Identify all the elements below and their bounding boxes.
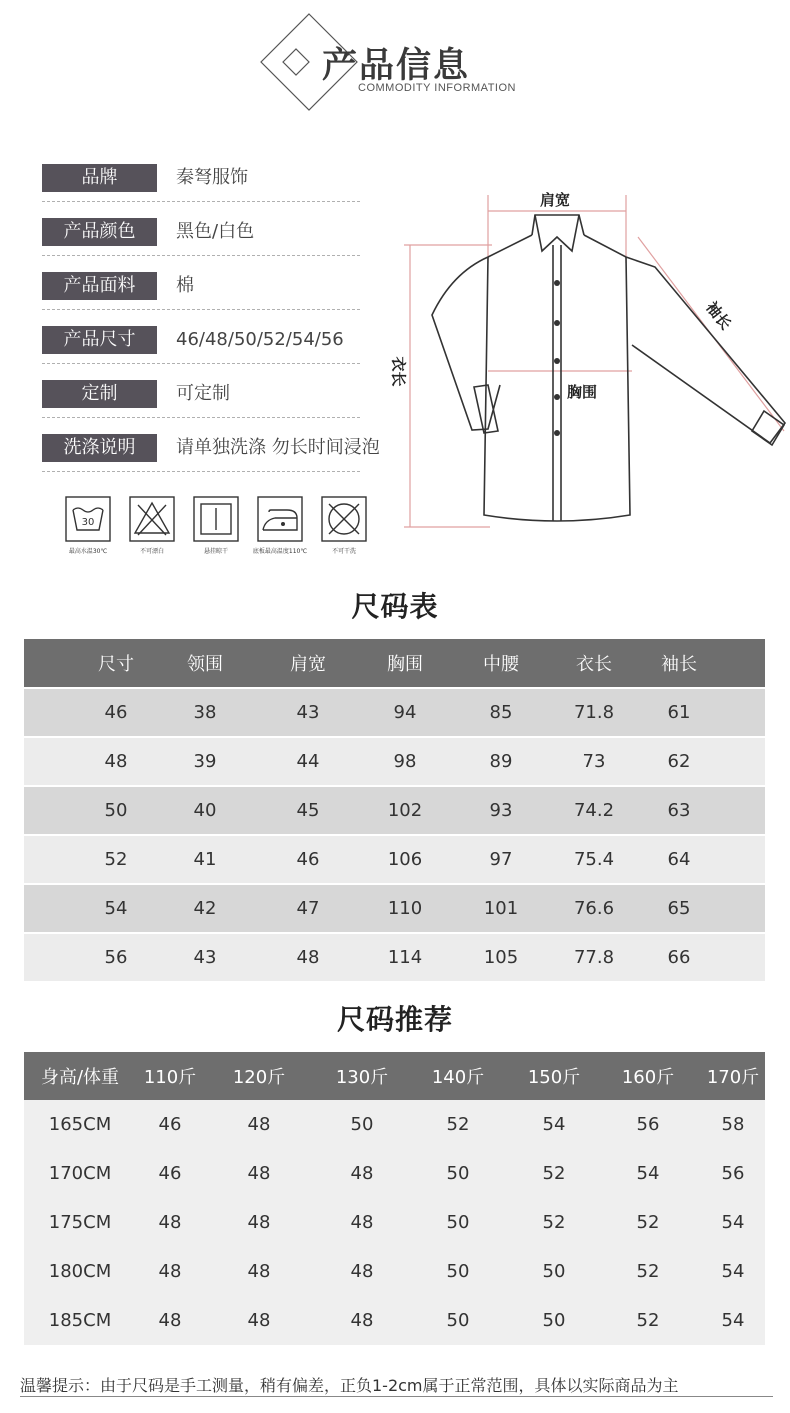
table-row	[24, 1247, 765, 1296]
table-row	[24, 834, 765, 883]
header-cell: 160斤	[621, 1067, 675, 1088]
info-label: 产品面料	[42, 272, 157, 300]
info-row-color	[42, 218, 360, 246]
care-item-dryclean	[314, 496, 374, 555]
header-cell: 肩宽	[290, 654, 326, 675]
table-cell: 110	[387, 898, 423, 919]
divider	[42, 471, 360, 472]
table-cell: 63	[667, 800, 691, 821]
table-row	[24, 1296, 765, 1345]
shirt-outline-icon	[380, 175, 790, 545]
header-cell: 中腰	[483, 654, 519, 675]
table-cell: 52	[542, 1163, 566, 1184]
care-caption: 不可干洗	[331, 548, 356, 555]
table-cell: 54	[721, 1212, 745, 1233]
table-row	[24, 883, 765, 932]
length-label: 衣长	[389, 356, 408, 387]
table-cell: 165CM	[48, 1114, 112, 1135]
divider	[42, 417, 360, 418]
table-cell: 38	[193, 702, 217, 723]
table-cell: 48	[350, 1261, 374, 1282]
table-row	[24, 1100, 765, 1149]
header-cell: 150斤	[527, 1067, 581, 1088]
table-row	[24, 687, 765, 736]
recommend-table	[24, 1052, 765, 1345]
table-cell: 54	[636, 1163, 660, 1184]
shirt-diagram	[380, 175, 790, 545]
header-cell: 140斤	[431, 1067, 485, 1088]
care-item-iron	[250, 496, 310, 555]
buttons	[554, 280, 560, 436]
care-item-dry	[186, 496, 246, 555]
care-caption: 悬挂晾干	[203, 548, 228, 555]
table-cell: 39	[193, 751, 217, 772]
table-row	[24, 736, 765, 785]
table-cell: 102	[387, 800, 423, 821]
info-row-brand	[42, 164, 360, 192]
table-cell: 77.8	[573, 947, 615, 968]
table-cell: 41	[193, 849, 217, 870]
header-cell: 身高/体重	[40, 1067, 120, 1088]
table-cell: 48	[247, 1114, 271, 1135]
divider	[42, 255, 360, 256]
table-row	[24, 932, 765, 981]
table-cell: 75.4	[573, 849, 615, 870]
sleeve-label: 袖长	[702, 298, 735, 334]
table-cell: 175CM	[48, 1212, 112, 1233]
table-cell: 54	[721, 1261, 745, 1282]
table-cell: 54	[104, 898, 128, 919]
table-cell: 52	[636, 1261, 660, 1282]
info-value: 可定制	[176, 383, 230, 404]
info-value: 秦弩服饰	[176, 167, 248, 188]
header-cell: 衣长	[576, 654, 612, 675]
table-cell: 54	[542, 1114, 566, 1135]
info-value: 请单独洗涤 勿长时间浸泡	[176, 437, 380, 458]
header-cell: 领围	[187, 654, 223, 675]
info-row-size	[42, 326, 360, 354]
table-cell: 48	[247, 1163, 271, 1184]
table-cell: 48	[247, 1261, 271, 1282]
table-cell: 52	[636, 1212, 660, 1233]
no-bleach-icon	[129, 496, 175, 542]
table-cell: 42	[193, 898, 217, 919]
table-cell: 50	[350, 1114, 374, 1135]
table-cell: 56	[636, 1114, 660, 1135]
table-cell: 101	[483, 898, 519, 919]
table-cell: 47	[296, 898, 320, 919]
table-cell: 58	[721, 1114, 745, 1135]
table-cell: 48	[296, 947, 320, 968]
table-cell: 48	[350, 1212, 374, 1233]
footer-note: 温馨提示：由于尺码是手工测量，稍有偏差，正负1-2cm属于正常范围，具体以实际商品为主	[20, 1376, 679, 1395]
info-label: 产品颜色	[42, 218, 157, 246]
info-row-wash	[42, 434, 380, 462]
shoulder-label: 肩宽	[540, 191, 571, 209]
care-item-bleach	[122, 496, 182, 555]
table-cell: 43	[193, 947, 217, 968]
hang-dry-icon	[193, 496, 239, 542]
header-cell: 170斤	[706, 1067, 760, 1088]
table-cell: 52	[104, 849, 128, 870]
table-cell: 48	[350, 1310, 374, 1331]
info-row-custom	[42, 380, 360, 408]
info-label: 洗涤说明	[42, 434, 157, 462]
wash-30-icon	[65, 496, 111, 542]
size-chart-table	[24, 639, 765, 981]
header-cell: 120斤	[232, 1067, 286, 1088]
info-row-fabric	[42, 272, 360, 300]
table-header	[24, 639, 765, 687]
table-cell: 52	[446, 1114, 470, 1135]
header-cell: 110斤	[143, 1067, 197, 1088]
info-label: 品牌	[42, 164, 157, 192]
chest-label: 胸围	[567, 383, 598, 401]
table-cell: 89	[489, 751, 513, 772]
info-value: 棉	[176, 275, 194, 296]
header-cell: 胸围	[387, 654, 423, 675]
table-cell: 64	[667, 849, 691, 870]
table-row	[24, 1149, 765, 1198]
table-cell: 76.6	[573, 898, 615, 919]
wash-temp-number: 30	[81, 517, 95, 528]
table-row	[24, 1198, 765, 1247]
care-caption: 不可漂白	[139, 548, 164, 555]
table-body	[24, 1100, 765, 1345]
table-cell: 50	[446, 1261, 470, 1282]
table-cell: 45	[296, 800, 320, 821]
table-cell: 43	[296, 702, 320, 723]
table-header	[24, 1052, 765, 1100]
table-cell: 46	[104, 702, 128, 723]
table-cell: 56	[104, 947, 128, 968]
info-value: 46/48/50/52/54/56	[176, 329, 344, 350]
table-row	[24, 785, 765, 834]
divider	[42, 309, 360, 310]
table-cell: 50	[446, 1310, 470, 1331]
table-cell: 50	[104, 800, 128, 821]
header-cell: 130斤	[335, 1067, 389, 1088]
table-cell: 48	[104, 751, 128, 772]
table-cell: 50	[542, 1310, 566, 1331]
table-cell: 105	[483, 947, 519, 968]
table-cell: 54	[721, 1310, 745, 1331]
table-cell: 65	[667, 898, 691, 919]
divider	[42, 201, 360, 202]
table-cell: 48	[158, 1310, 182, 1331]
care-caption: 底板最高温度110℃	[252, 548, 308, 555]
measure-lines	[404, 195, 784, 527]
table-cell: 56	[721, 1163, 745, 1184]
table-cell: 62	[667, 751, 691, 772]
table-cell: 52	[636, 1310, 660, 1331]
table-cell: 85	[489, 702, 513, 723]
table-cell: 61	[667, 702, 691, 723]
table-cell: 74.2	[573, 800, 615, 821]
table-cell: 50	[446, 1212, 470, 1233]
table-cell: 71.8	[573, 702, 615, 723]
table-cell: 46	[296, 849, 320, 870]
shirt-lines	[432, 215, 785, 521]
table-cell: 48	[158, 1261, 182, 1282]
table-cell: 46	[158, 1163, 182, 1184]
info-label: 定制	[42, 380, 157, 408]
table-cell: 44	[296, 751, 320, 772]
table-cell: 48	[158, 1212, 182, 1233]
size-chart-title: 尺码表	[351, 590, 439, 623]
table-cell: 114	[387, 947, 423, 968]
care-item-wash	[58, 496, 118, 555]
header-cell: 袖长	[661, 654, 697, 675]
footer-underline	[20, 1396, 773, 1397]
table-cell: 48	[247, 1310, 271, 1331]
table-cell: 50	[446, 1163, 470, 1184]
table-cell: 93	[489, 800, 513, 821]
iron-110-icon	[257, 496, 303, 542]
table-cell: 180CM	[48, 1261, 112, 1282]
table-cell: 48	[247, 1212, 271, 1233]
table-cell: 98	[393, 751, 417, 772]
table-cell: 46	[158, 1114, 182, 1135]
recommend-title: 尺码推荐	[336, 1003, 453, 1036]
divider	[42, 363, 360, 364]
info-label: 产品尺寸	[42, 326, 157, 354]
care-caption: 最高水温30℃	[68, 548, 108, 555]
table-cell: 50	[542, 1261, 566, 1282]
table-cell: 106	[387, 849, 423, 870]
page-subtitle: COMMODITY INFORMATION	[358, 82, 516, 94]
table-cell: 52	[542, 1212, 566, 1233]
table-body	[24, 687, 765, 981]
page-title: 产品信息	[322, 46, 471, 86]
table-cell: 94	[393, 702, 417, 723]
table-cell: 170CM	[48, 1163, 112, 1184]
info-value: 黑色/白色	[176, 221, 255, 242]
table-cell: 97	[489, 849, 513, 870]
table-cell: 66	[667, 947, 691, 968]
no-dry-clean-icon	[321, 496, 367, 542]
table-cell: 185CM	[48, 1310, 112, 1331]
table-cell: 73	[582, 751, 606, 772]
header-cell: 尺寸	[98, 654, 134, 675]
table-cell: 48	[350, 1163, 374, 1184]
table-cell: 40	[193, 800, 217, 821]
header	[0, 0, 790, 120]
